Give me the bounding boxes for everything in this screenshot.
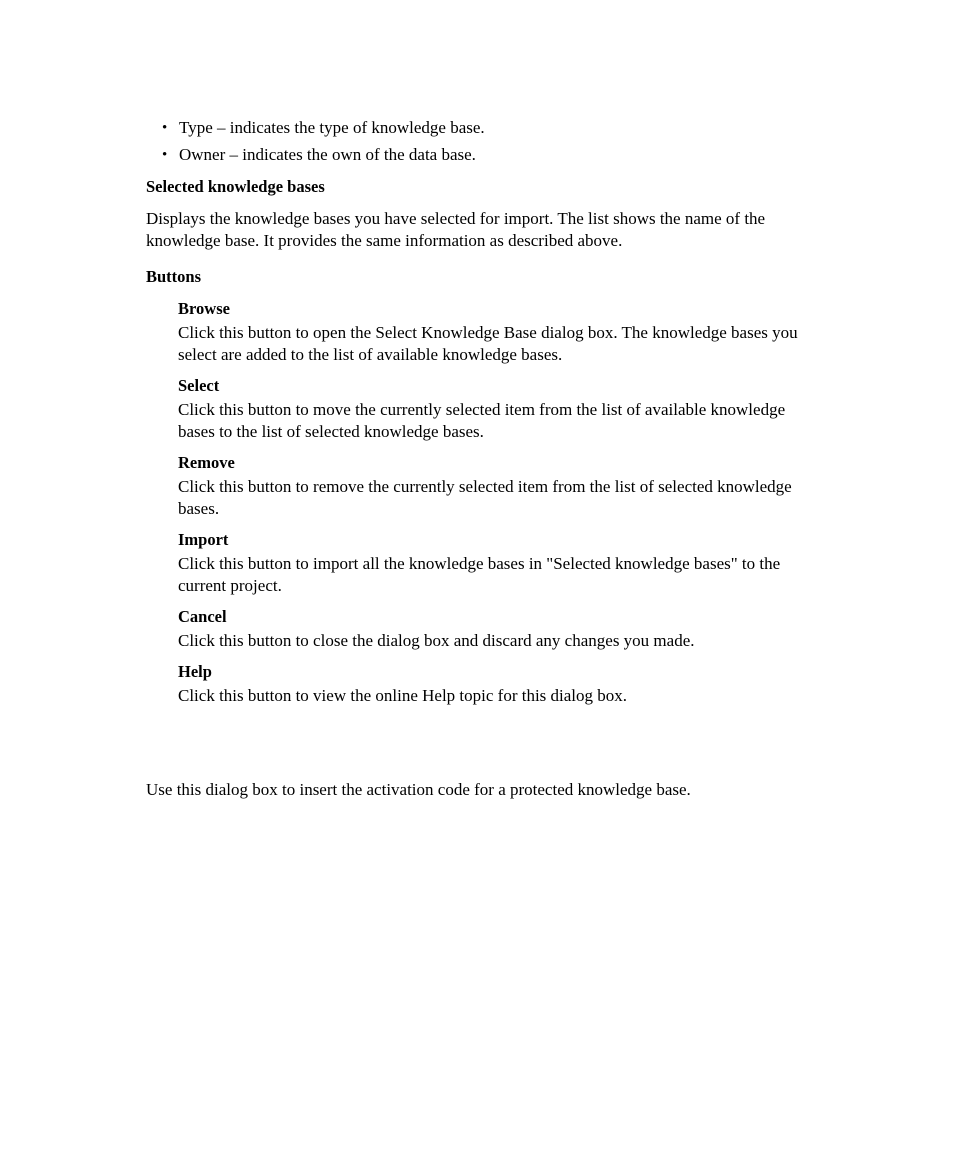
column-description-list — [146, 117, 826, 166]
button-doc-description: Click this button to move the currently selected item from the list of available knowledge bases to the list of selected knowledge bases. — [178, 400, 786, 441]
button-doc-title: Select — [178, 376, 220, 395]
bullet-icon: • — [162, 147, 168, 163]
button-doc-description: Click this button to remove the currently selected item from the list of selected knowledge bases. — [178, 477, 792, 518]
button-doc-cancel — [178, 606, 826, 652]
list-item-text: Type – indicates the type of knowledge base. — [179, 118, 485, 137]
list-item-text: Owner – indicates the own of the data base. — [179, 145, 476, 164]
button-doc-description: Click this button to close the dialog box and discard any changes you made. — [178, 631, 695, 650]
button-doc-description: Click this button to view the online Help topic for this dialog box. — [178, 686, 628, 705]
buttons-heading: Buttons — [146, 267, 202, 286]
button-doc-title: Remove — [178, 453, 235, 472]
selected-knowledge-bases-heading: Selected knowledge bases — [146, 177, 325, 196]
document-page — [146, 117, 826, 801]
button-doc-remove — [178, 452, 826, 520]
button-doc-description: Click this button to import all the knowledge bases in "Selected knowledge bases" to the current project. — [178, 554, 781, 595]
bullet-icon: • — [162, 120, 168, 136]
button-doc-select — [178, 375, 826, 443]
list-item — [128, 117, 826, 139]
button-doc-title: Import — [178, 530, 229, 549]
button-doc-import — [178, 529, 826, 597]
button-doc-description: Click this button to open the Select Knowledge Base dialog box. The knowledge bases you select are added to the list of available knowledge bases. — [178, 323, 798, 364]
button-doc-title: Browse — [178, 299, 230, 318]
activation-dialog-intro: Use this dialog box to insert the activation code for a protected knowledge base. — [146, 780, 691, 799]
list-item — [128, 144, 826, 166]
button-doc-title: Cancel — [178, 607, 227, 626]
button-doc-browse — [178, 298, 826, 366]
button-doc-title: Help — [178, 662, 212, 681]
selected-knowledge-bases-description: Displays the knowledge bases you have selected for import. The list shows the name of the knowledge base. It provides the same information as described above. — [146, 209, 766, 250]
button-doc-help — [178, 661, 826, 707]
